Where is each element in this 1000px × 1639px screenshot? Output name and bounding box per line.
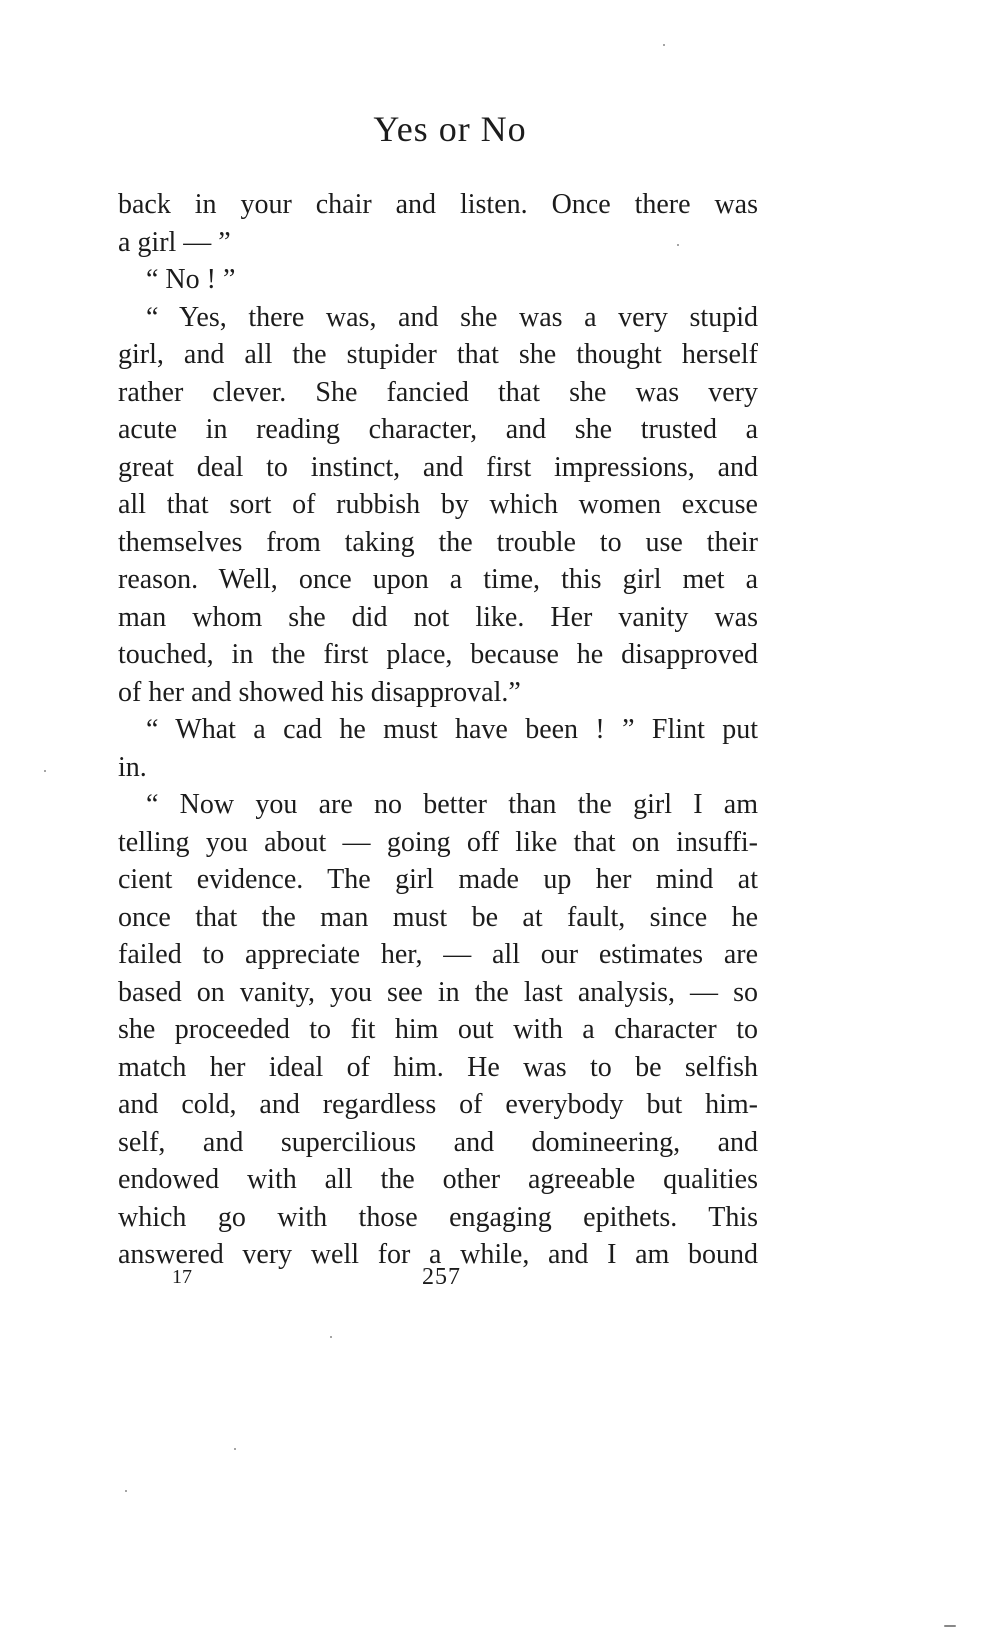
text-line: “ Yes, there was, and she was a very stupid — [146, 301, 758, 333]
text-line: failed to appreciate her, — all our estimates are — [118, 939, 758, 970]
text-line: endowed with all the other agreeable qualities — [118, 1164, 758, 1195]
text-line: “ Now you are no better than the girl I am — [146, 789, 758, 820]
text-line: touched, in the first place, because he disapproved — [118, 639, 758, 670]
text-line: and cold, and regardless of everybody but him- — [118, 1089, 758, 1120]
text-line: acute in reading character, and she trusted a — [118, 414, 758, 445]
text-line: reason. Well, once upon a time, this girl met a — [118, 564, 758, 595]
text-line: once that the man must be at fault, since he — [118, 901, 758, 933]
text-line: she proceeded to fit him out with a character to — [118, 1014, 758, 1045]
page-number: 257 — [422, 1264, 461, 1290]
signature-mark: 17 — [172, 1266, 192, 1288]
text-line: answered very well for a while, and I am bound — [118, 1239, 758, 1270]
scan-speck — [663, 44, 665, 46]
text-line: telling you about — going off like that on insuffi- — [118, 826, 758, 858]
scan-speck — [125, 1490, 127, 1492]
text-line: “ No ! ” — [146, 264, 236, 295]
text-line: rather clever. She fancied that she was very — [118, 376, 758, 408]
text-line: based on vanity, you see in the last analysis, — so — [118, 976, 758, 1008]
text-line: of her and showed his disapproval.” — [118, 676, 521, 708]
scan-speck — [234, 1448, 236, 1450]
scan-speck — [44, 770, 46, 772]
scan-speck — [677, 244, 679, 246]
scan-speck — [944, 1625, 956, 1627]
text-line: “ What a cad he must have been ! ” Flint put — [146, 714, 758, 745]
text-line: in. — [118, 751, 147, 783]
text-line: themselves from taking the trouble to use their — [118, 526, 758, 558]
text-line: all that sort of rubbish by which women excuse — [118, 489, 758, 520]
text-line: back in your chair and listen. Once there was — [118, 189, 758, 220]
text-line: self, and supercilious and domineering, and — [118, 1126, 758, 1158]
text-line: girl, and all the stupider that she thought herself — [118, 339, 758, 370]
page-title: Yes or No — [373, 109, 527, 149]
scan-speck — [330, 1336, 332, 1338]
text-line: cient evidence. The girl made up her mind at — [118, 864, 758, 895]
body-text — [118, 186, 758, 1274]
text-line: great deal to instinct, and first impressions, and — [118, 451, 758, 483]
text-line: a girl — ” — [118, 226, 231, 258]
text-line: match her ideal of him. He was to be selfish — [118, 1051, 758, 1083]
text-line: which go with those engaging epithets. This — [118, 1201, 758, 1233]
text-line: man whom she did not like. Her vanity was — [118, 601, 758, 633]
